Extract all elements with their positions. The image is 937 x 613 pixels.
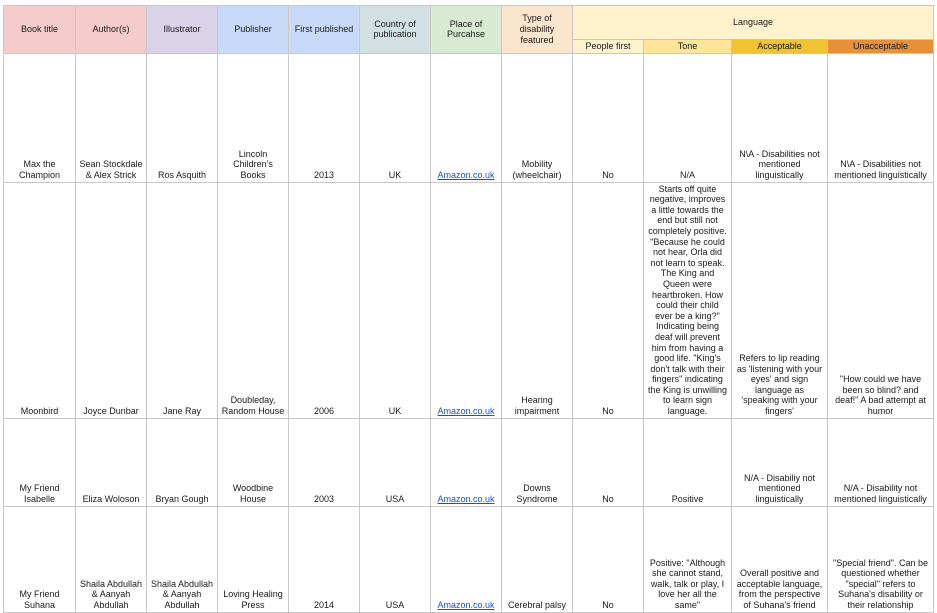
cell-year[interactable]: 2006: [289, 182, 360, 418]
header-language[interactable]: Language: [573, 6, 934, 40]
cell-unacceptable[interactable]: N/A - Disability not mentioned linguistically: [828, 418, 934, 506]
cell-authors[interactable]: Sean Stockdale & Alex Strick: [76, 53, 147, 182]
cell-country[interactable]: UK: [360, 53, 431, 182]
header-acceptable[interactable]: Acceptable: [732, 40, 828, 54]
cell-type[interactable]: Downs Syndrome: [502, 418, 573, 506]
cell-unacceptable[interactable]: "Special friend". Can be questioned whether "special" refers to Suhana's disability or their relationship: [828, 506, 934, 612]
cell-people-first[interactable]: No: [573, 506, 644, 612]
header-publisher[interactable]: Publisher: [218, 6, 289, 54]
header-people-first[interactable]: People first: [573, 40, 644, 54]
header-row: [4, 6, 934, 40]
header-first-published[interactable]: First published: [289, 6, 360, 54]
cell-illustrator[interactable]: Jane Ray: [147, 182, 218, 418]
header-country[interactable]: Country of publication: [360, 6, 431, 54]
cell-title[interactable]: My Friend Suhana: [4, 506, 76, 612]
table-row: [4, 53, 934, 182]
cell-illustrator[interactable]: Bryan Gough: [147, 418, 218, 506]
cell-acceptable[interactable]: Overall positive and acceptable language, from the perspective of Suhana's friend: [732, 506, 828, 612]
cell-type[interactable]: Hearing impairment: [502, 182, 573, 418]
cell-tone[interactable]: N/A: [644, 53, 732, 182]
cell-title[interactable]: Max the Champion: [4, 53, 76, 182]
cell-title[interactable]: My Friend Isabelle: [4, 418, 76, 506]
amazon-link[interactable]: Amazon.co.uk: [437, 170, 495, 180]
header-disability-type[interactable]: Type of disability featured: [502, 6, 573, 54]
book-review-table: [3, 5, 934, 613]
header-tone[interactable]: Tone: [644, 40, 732, 54]
cell-year[interactable]: 2013: [289, 53, 360, 182]
cell-tone[interactable]: Starts off quite negative, improves a little towards the end but still not completely positive. "Because he could not hear, Orla did not learn to speak. The King and Queen were heartbroken. How could their child ever be a king?" Indicating being deaf will prevent him from having a good life. "King's don't talk with their fingers" indicating the King is unwilling to learn sign language.: [644, 182, 732, 418]
cell-publisher[interactable]: Doubleday, Random House: [218, 182, 289, 418]
cell-title[interactable]: Moonbird: [4, 182, 76, 418]
cell-authors[interactable]: Shaila Abdullah & Aanyah Abdullah: [76, 506, 147, 612]
header-authors[interactable]: Author(s): [76, 6, 147, 54]
cell-place[interactable]: [431, 182, 502, 418]
cell-tone[interactable]: Positive: "Although she cannot stand, walk, talk or play, I love her all the same": [644, 506, 732, 612]
cell-unacceptable[interactable]: "How could we have been so blind? and deaf!" A bad attempt at humor: [828, 182, 934, 418]
cell-country[interactable]: USA: [360, 418, 431, 506]
cell-illustrator[interactable]: Ros Asquith: [147, 53, 218, 182]
cell-illustrator[interactable]: Shaila Abdullah & Aanyah Abdullah: [147, 506, 218, 612]
cell-acceptable[interactable]: N\A - Disabilities not mentioned linguistically: [732, 53, 828, 182]
cell-year[interactable]: 2014: [289, 506, 360, 612]
cell-country[interactable]: UK: [360, 182, 431, 418]
table-row: [4, 418, 934, 506]
cell-publisher[interactable]: Loving Healing Press: [218, 506, 289, 612]
cell-country[interactable]: USA: [360, 506, 431, 612]
table-row: [4, 506, 934, 612]
cell-place[interactable]: [431, 53, 502, 182]
header-place-of-purchase[interactable]: Place of Purcahse: [431, 6, 502, 54]
cell-authors[interactable]: Eliza Woloson: [76, 418, 147, 506]
header-book-title[interactable]: Book title: [4, 6, 76, 54]
cell-acceptable[interactable]: Refers to lip reading as 'listening with your eyes' and sign language as 'speaking with your fingers': [732, 182, 828, 418]
amazon-link[interactable]: Amazon.co.uk: [437, 600, 495, 611]
cell-place[interactable]: [431, 506, 502, 612]
header-unacceptable[interactable]: Unacceptable: [828, 40, 934, 54]
cell-people-first[interactable]: No: [573, 182, 644, 418]
cell-year[interactable]: 2003: [289, 418, 360, 506]
cell-place[interactable]: [431, 418, 502, 506]
cell-publisher[interactable]: Woodbine House: [218, 418, 289, 506]
cell-publisher[interactable]: Lincoln Children's Books: [218, 53, 289, 182]
header-illustrator[interactable]: Illustrator: [147, 6, 218, 54]
cell-authors[interactable]: Joyce Dunbar: [76, 182, 147, 418]
cell-acceptable[interactable]: N/A - Disabiliy not mentioned linguistically: [732, 418, 828, 506]
cell-tone[interactable]: Positive: [644, 418, 732, 506]
cell-people-first[interactable]: No: [573, 418, 644, 506]
cell-type[interactable]: Cerebral palsy: [502, 506, 573, 612]
cell-unacceptable[interactable]: N\A - Disabilities not mentioned linguistically: [828, 53, 934, 182]
table-row: [4, 182, 934, 418]
cell-people-first[interactable]: No: [573, 53, 644, 182]
amazon-link[interactable]: Amazon.co.uk: [437, 406, 495, 417]
cell-type[interactable]: Mobility (wheelchair): [502, 53, 573, 182]
amazon-link[interactable]: Amazon.co.uk: [437, 494, 495, 505]
